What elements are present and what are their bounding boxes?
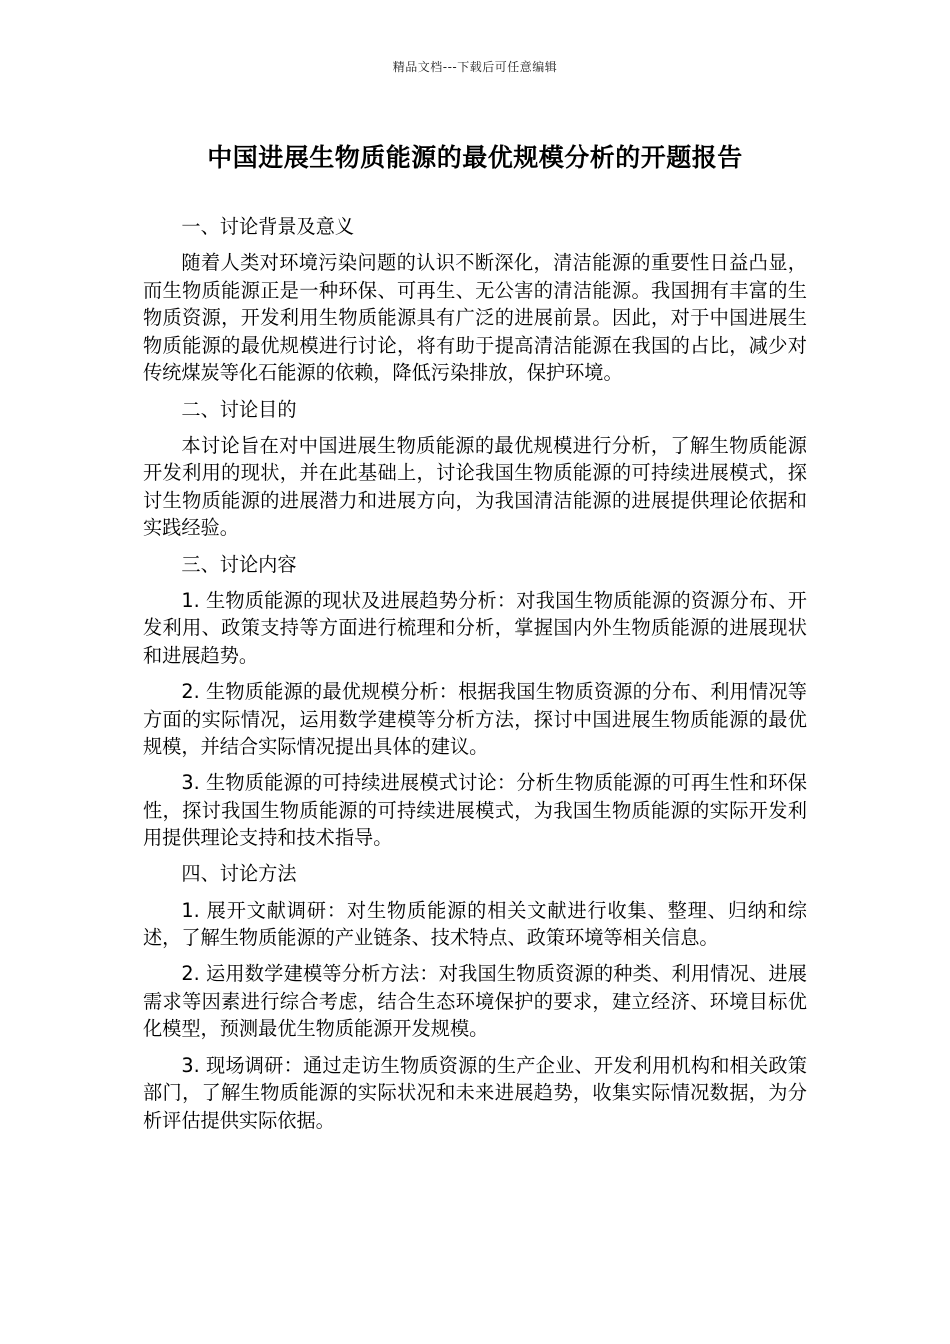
section-heading-purpose: 二、讨论目的: [181, 397, 297, 421]
section-heading-background: 一、讨论背景及意义: [181, 215, 355, 238]
content-item-2: 2. 生物质能源的最优规模分析：根据我国生物质资源的分布、利用情况等方面的实际情况，运用数学建模等分析方法，探讨中国进展生物质能源的最优规模，并结合实际情况提出具体的建议。: [143, 679, 807, 759]
section-paragraph-background: 随着人类对环境污染问题的认识不断深化，清洁能源的重要性日益凸显，而生物质能源正是一种环保、可再生、无公害的清洁能源。我国拥有丰富的生物质资源，开发利用生物质能源具有广泛的进展前景。因此，对于中国进展生物质能源的最优规模进行讨论，将有助于提高清洁能源在我国的占比，减少对传统煤炭等化石能源的依赖，降低污染排放，保护环境。: [143, 251, 807, 385]
section-paragraph-purpose: 本讨论旨在对中国进展生物质能源的最优规模进行分析，了解生物质能源开发利用的现状，并在此基础上，讨论我国生物质能源的可持续进展模式，探讨生物质能源的进展潜力和进展方向，为我国清洁能源的进展提供理论依据和实践经验。: [143, 433, 807, 540]
content-item-3: 3. 生物质能源的可持续进展模式讨论：分析生物质能源的可再生性和环保性，探讨我国生物质能源的可持续进展模式，为我国生物质能源的实际开发利用提供理论支持和技术指导。: [143, 771, 807, 850]
document-title: 中国进展生物质能源的最优规模分析的开题报告: [207, 143, 743, 172]
method-item-2: 2. 运用数学建模等分析方法：对我国生物质资源的种类、利用情况、进展需求等因素进行综合考虑，结合生态环境保护的要求，建立经济、环境目标优化模型，预测最优生物质能源开发规模。: [143, 962, 807, 1041]
method-item-3: 3. 现场调研：通过走访生物质资源的生产企业、开发利用机构和相关政策部门，了解生物质能源的实际状况和未来进展趋势，收集实际情况数据，为分析评估提供实际依据。: [143, 1053, 807, 1132]
method-item-1: 1. 展开文献调研：对生物质能源的相关文献进行收集、整理、归纳和综述，了解生物质能源的产业链条、技术特点、政策环境等相关信息。: [143, 898, 807, 950]
content-item-1: 1. 生物质能源的现状及进展趋势分析：对我国生物质能源的资源分布、开发利用、政策支持等方面进行梳理和分析，掌握国内外生物质能源的进展现状和进展趋势。: [143, 588, 807, 667]
header-note: 精品文档---下载后可任意编辑: [392, 60, 558, 74]
section-heading-content: 三、讨论内容: [181, 552, 297, 576]
document-body: [143, 213, 807, 1143]
section-heading-methods: 四、讨论方法: [181, 862, 297, 886]
